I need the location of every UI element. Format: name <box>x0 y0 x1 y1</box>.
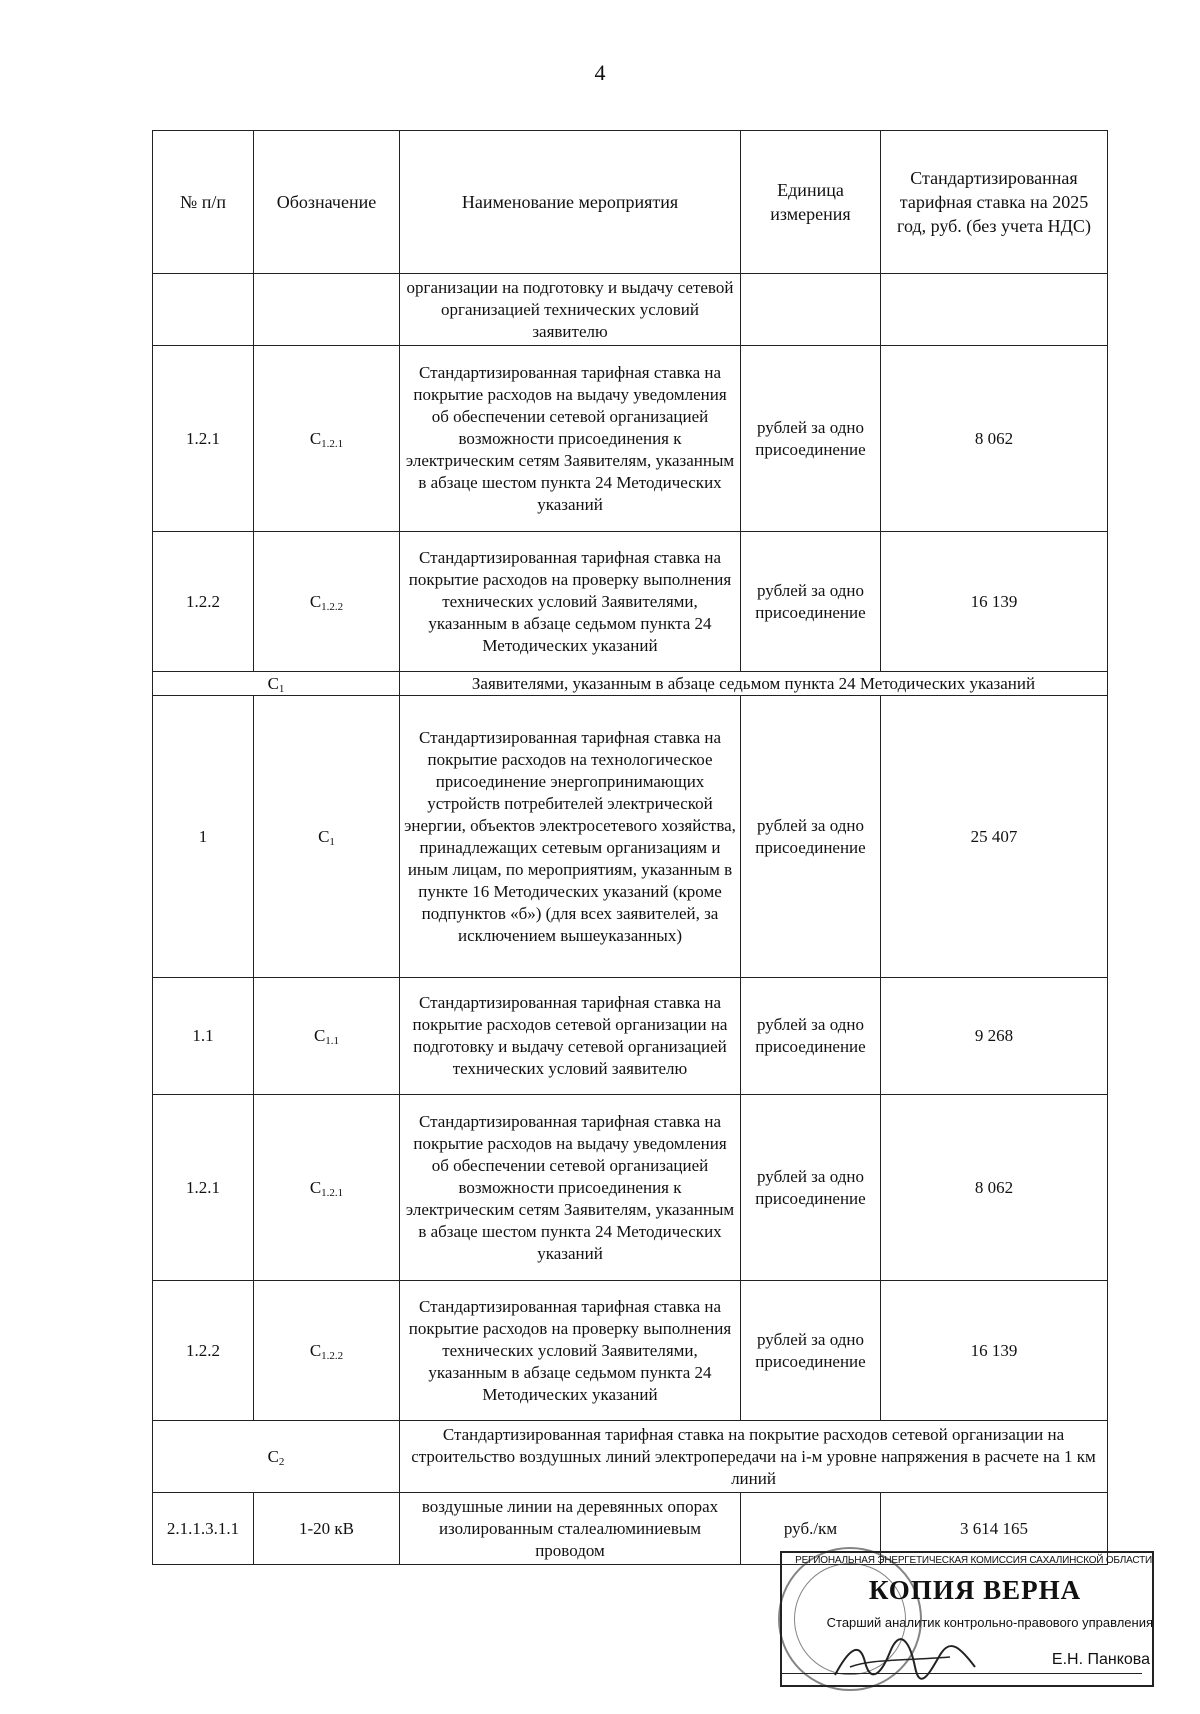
tariff-table <box>152 130 1108 1565</box>
symbol-subscript: 1.2.1 <box>321 1186 344 1199</box>
cell-rate: 16 139 <box>881 532 1108 672</box>
cell-unit: рублей за одно присоединение <box>741 696 881 978</box>
symbol-base: C <box>309 1340 322 1360</box>
header-rate: Стандартизированная тарифная ставка на 2025 год, руб. (без учета НДС) <box>881 131 1108 274</box>
cell-rate: 8 062 <box>881 1095 1108 1281</box>
table-row <box>153 978 1108 1095</box>
table-row <box>153 532 1108 672</box>
cell-designation <box>254 532 400 672</box>
cell-name: Стандартизированная тарифная ставка на покрытие расходов на проверку выполнения технических условий Заявителями, указанным в абзаце седьмом пункта 24 Методических указаний <box>400 532 741 672</box>
page-number: 4 <box>594 60 606 85</box>
cell-rate: 9 268 <box>881 978 1108 1095</box>
symbol-subscript: 1.2.1 <box>321 437 344 450</box>
cell-num: 2.1.1.3.1.1 <box>153 1493 254 1565</box>
cell-designation <box>254 1095 400 1281</box>
cell-rate: 8 062 <box>881 346 1108 532</box>
table-row <box>153 274 1108 346</box>
signature-line <box>782 1673 1142 1674</box>
cell-unit <box>741 274 881 346</box>
section-symbol <box>153 672 400 696</box>
cell-num: 1.2.1 <box>153 1095 254 1281</box>
section-symbol <box>153 1421 400 1493</box>
cell-unit: рублей за одно присоединение <box>741 1095 881 1281</box>
cell-rate: 25 407 <box>881 696 1108 978</box>
cell-num: 1 <box>153 696 254 978</box>
section-text: Заявителями, указанным в абзаце седьмом пункта 24 Методических указаний <box>400 672 1108 696</box>
cell-name: Стандартизированная тарифная ставка на покрытие расходов сетевой организации на подготовку и выдачу сетевой организацией технических условий заявителю <box>400 978 741 1095</box>
cell-unit: рублей за одно присоединение <box>741 1281 881 1421</box>
header-num: № п/п <box>153 131 254 274</box>
certification-stamp <box>770 1545 1165 1685</box>
stamp-organization: РЕГИОНАЛЬНАЯ ЭНЕРГЕТИЧЕСКАЯ КОМИССИЯ САХАЛИНСКОЙ ОБЛАСТИ <box>795 1555 1152 1566</box>
header-designation: Обозначение <box>254 131 400 274</box>
symbol-subscript: 1.1 <box>325 1035 340 1047</box>
header-name: Наименование мероприятия <box>400 131 741 274</box>
symbol-subscript: 1 <box>329 835 335 848</box>
cell-name: Стандартизированная тарифная ставка на покрытие расходов на технологическое присоединение энергопринимающих устройств потребителей электрической энергии, объектов электросетевого хозяйства, принадлежащих сетевым организациям и иным лицам, по мероприятиям, указанным в пункте 16 Методических указаний (кроме подпунктов «б») (для всех заявителей, за исключением вышеуказанных) <box>400 696 741 978</box>
section-row <box>153 672 1108 696</box>
cell-num: 1.2.2 <box>153 532 254 672</box>
cell-rate: 16 139 <box>881 1281 1108 1421</box>
cell-num: 1.2.2 <box>153 1281 254 1421</box>
stamp-title: КОПИЯ ВЕРНА <box>868 1575 1082 1605</box>
cell-unit: рублей за одно присоединение <box>741 978 881 1095</box>
symbol-base: C <box>318 826 330 846</box>
symbol-subscript: 1 <box>278 682 285 695</box>
symbol-base: C <box>309 1177 322 1197</box>
section-text: Стандартизированная тарифная ставка на покрытие расходов сетевой организации на строительство воздушных линий электропередачи на i-м уровне напряжения в расчете на 1 км линий <box>400 1421 1108 1493</box>
symbol-base: C <box>309 428 322 448</box>
symbol-subscript: 1.2.2 <box>321 1349 344 1362</box>
cell-num: 1.2.1 <box>153 346 254 532</box>
cell-designation <box>254 978 400 1095</box>
cell-name: Стандартизированная тарифная ставка на покрытие расходов на выдачу уведомления об обеспечении сетевой организацией возможности присоединения к электрическим сетям Заявителям, указанным в абзаце шестом пункта 24 Методических указаний <box>400 346 741 532</box>
symbol-subscript: 2 <box>278 1455 285 1468</box>
cell-unit: рублей за одно присоединение <box>741 346 881 532</box>
cell-unit: руб./км <box>741 1493 881 1565</box>
cell-rate <box>881 274 1108 346</box>
stamp-position: Старший аналитик контрольно-правового управления <box>826 1615 1153 1630</box>
table-row <box>153 1281 1108 1421</box>
symbol-base: C <box>309 591 322 611</box>
cell-unit: рублей за одно присоединение <box>741 532 881 672</box>
cell-num: 1.1 <box>153 978 254 1095</box>
cell-designation: 1-20 кВ <box>254 1493 400 1565</box>
signature-icon <box>830 1637 980 1682</box>
header-unit: Единица измерения <box>741 131 881 274</box>
cell-designation <box>254 274 400 346</box>
cell-rate: 3 614 165 <box>881 1493 1108 1565</box>
cell-designation <box>254 346 400 532</box>
symbol-subscript: 1.2.2 <box>321 600 344 613</box>
symbol-base: C <box>267 1446 279 1466</box>
cell-designation <box>254 1281 400 1421</box>
cell-name: воздушные линии на деревянных опорах изолированным сталеалюминиевым проводом <box>400 1493 741 1565</box>
section-row <box>153 1421 1108 1493</box>
cell-name: Стандартизированная тарифная ставка на покрытие расходов на проверку выполнения технических условий Заявителями, указанным в абзаце седьмом пункта 24 Методических указаний <box>400 1281 741 1421</box>
cell-name: Стандартизированная тарифная ставка на покрытие расходов на выдачу уведомления об обеспечении сетевой организацией возможности присоединения к электрическим сетям Заявителям, указанным в абзаце шестом пункта 24 Методических указаний <box>400 1095 741 1281</box>
cell-designation <box>254 696 400 978</box>
symbol-base: C <box>267 673 279 693</box>
table-row <box>153 1095 1108 1281</box>
table-row <box>153 696 1108 978</box>
symbol-base: C <box>313 1026 326 1045</box>
cell-num <box>153 274 254 346</box>
stamp-signer: Е.Н. Панкова <box>1051 1651 1150 1668</box>
cell-name: организации на подготовку и выдачу сетевой организацией технических условий заявителю <box>400 274 741 346</box>
table-header-row <box>153 131 1108 274</box>
table-row <box>153 346 1108 532</box>
